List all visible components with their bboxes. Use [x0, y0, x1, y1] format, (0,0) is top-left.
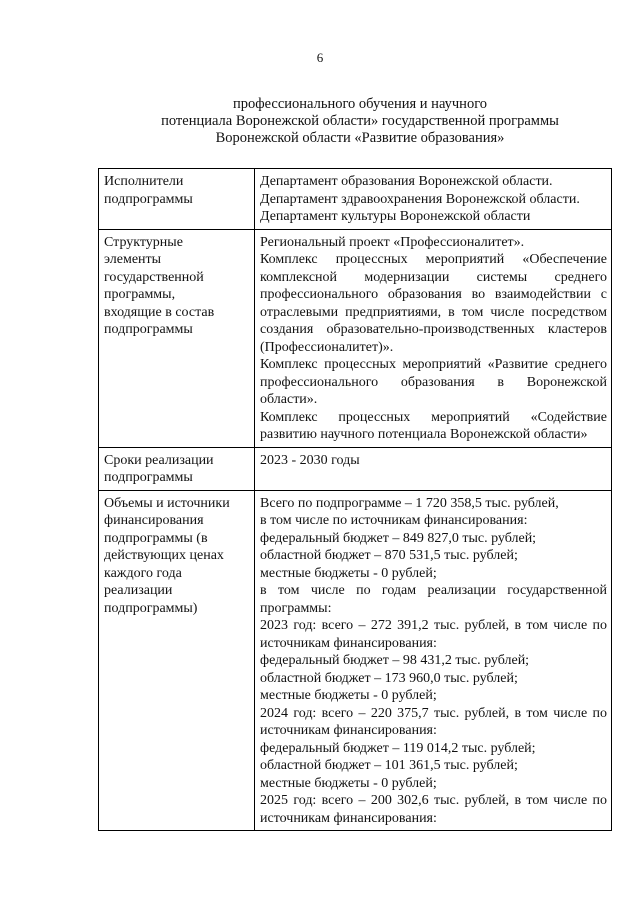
value-line: отраслевыми предприятиями, в том числе посредством [260, 304, 607, 320]
label-line: подпрограммы) [104, 600, 198, 616]
value-line: профессионального образования во взаимодействии с [260, 287, 607, 302]
value-line: создания образовательно-производственных кластеров [260, 322, 607, 337]
value-line: Региональный проект «Профессионалитет». [260, 234, 525, 250]
value-line: развитию научного потенциала Воронежской области» [260, 427, 588, 442]
value-line: 2023 - 2030 годы [260, 452, 360, 468]
row-label-timeframe [99, 447, 255, 490]
value-line: федеральный бюджет – 849 827,0 тыс. рублей; [260, 530, 537, 546]
label-line: каждого года [104, 565, 182, 581]
row-label-structural-elements [99, 229, 255, 447]
label-line: программы, [104, 287, 176, 302]
value-line: Департамент культуры Воронежской области [260, 209, 531, 224]
value-line: Комплекс процессных мероприятий «Содействие [260, 409, 607, 425]
value-line: областной бюджет – 870 531,5 тыс. рублей; [260, 548, 518, 563]
value-line: федеральный бюджет – 98 431,2 тыс. рублей; [260, 653, 530, 668]
value-line: источникам финансирования: [260, 635, 437, 651]
value-line: 2023 год: всего – 272 391,2 тыс. рублей, в том числе по [260, 618, 607, 633]
value-line: программы: [260, 600, 332, 616]
label-line: финансирования [104, 513, 204, 528]
value-line: областной бюджет – 101 361,5 тыс. рублей; [260, 758, 518, 773]
row-value-structural-elements [255, 229, 612, 447]
row-value-executors [255, 169, 612, 230]
section-title [110, 96, 610, 147]
label-line: подпрограммы [104, 191, 193, 207]
value-line: 2024 год: всего – 220 375,7 тыс. рублей, в том числе по [260, 705, 607, 721]
value-line: комплексной модернизации системы среднего [260, 269, 607, 285]
row-structural-elements [99, 229, 612, 447]
label-line: Структурные [104, 234, 183, 250]
value-line: Комплекс процессных мероприятий «Обеспечение [260, 252, 607, 267]
value-line: профессионального образования в Воронежской [260, 374, 607, 390]
label-line: Объемы и источники [104, 495, 230, 511]
label-line: подпрограммы [104, 322, 193, 337]
value-line: источникам финансирования: [260, 810, 437, 826]
subprogram-passport-table [98, 168, 612, 831]
row-executors [99, 169, 612, 230]
label-line: элементы [104, 252, 162, 267]
value-line: источникам финансирования: [260, 723, 437, 738]
label-line: подпрограммы (в [104, 530, 208, 546]
label-line: государственной [104, 269, 204, 285]
value-line: Департамент образования Воронежской области. [260, 174, 553, 189]
label-line: Исполнители [104, 174, 184, 189]
value-line: областной бюджет – 173 960,0 тыс. рублей; [260, 670, 518, 686]
value-line: федеральный бюджет – 119 014,2 тыс. рублей; [260, 740, 536, 756]
label-line: подпрограммы [104, 470, 193, 485]
label-line: входящие в состав [104, 304, 215, 320]
value-line: местные бюджеты - 0 рублей; [260, 688, 437, 703]
label-line: реализации [104, 583, 173, 598]
label-line: действующих ценах [104, 548, 224, 563]
title-line: Воронежской области «Развитие образования» [215, 130, 505, 146]
row-value-timeframe [255, 447, 612, 490]
row-label-financing [99, 490, 255, 831]
value-line: области». [260, 392, 318, 407]
title-line: потенциала Воронежской области» государственной программы [161, 113, 559, 129]
value-line: Комплекс процессных мероприятий «Развитие среднего [260, 357, 607, 372]
row-financing [99, 490, 612, 831]
row-label-executors [99, 169, 255, 230]
value-line: Всего по подпрограмме – 1 720 358,5 тыс. рублей, [260, 495, 559, 511]
title-line: профессионального обучения и научного [232, 96, 488, 112]
value-line: местные бюджеты - 0 рублей; [260, 565, 437, 581]
value-line: местные бюджеты - 0 рублей; [260, 775, 437, 791]
row-value-financing [255, 490, 612, 831]
value-line: в том числе по годам реализации государственной [260, 583, 607, 598]
value-line: в том числе по источникам финансирования: [260, 513, 528, 528]
row-timeframe [99, 447, 612, 490]
label-line: Сроки реализации [104, 452, 214, 468]
page-number: 6 [316, 50, 324, 65]
value-line: 2025 год: всего – 200 302,6 тыс. рублей, в том числе по [260, 793, 607, 808]
value-line: (Профессионалитет)». [260, 339, 394, 355]
value-line: Департамент здравоохранения Воронежской области. [260, 191, 580, 207]
